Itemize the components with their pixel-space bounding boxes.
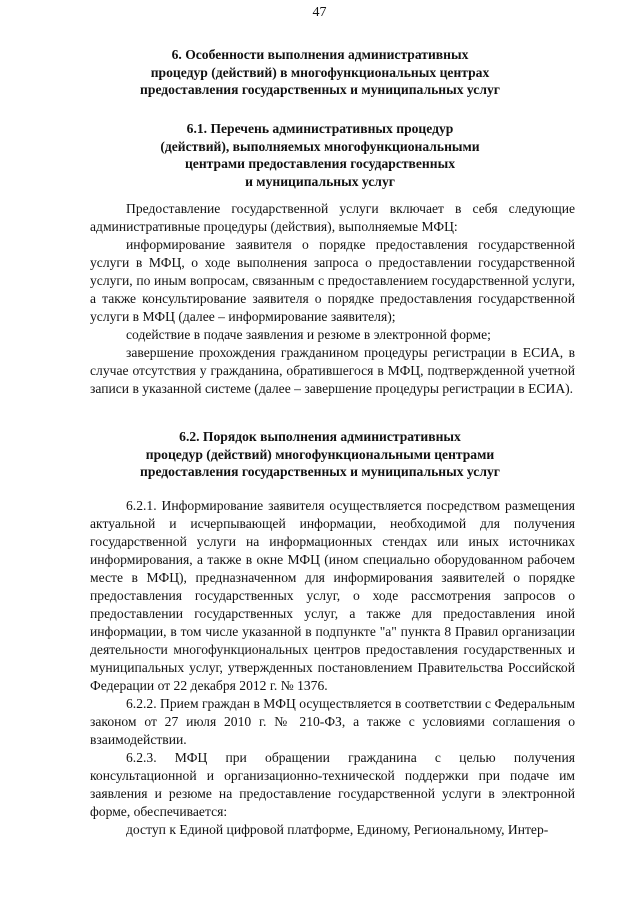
paragraph: завершение прохождения гражданином процедуры регистрации в ЕСИА, в случае отсутствия у гражданина, обратившегося в МФЦ, подтвержденной учетной записи в указанной системе (далее – завершение процедуры регистрации в ЕСИА). bbox=[90, 345, 575, 396]
paragraph: содействие в подаче заявления и резюме в электронной форме; bbox=[126, 327, 491, 342]
paragraph: 6.2.2. Прием граждан в МФЦ осуществляется в соответствии с Федеральным законом от 27 июля 2010 г. № 210-ФЗ, а также с условиями соглашения о взаимодействии. bbox=[90, 696, 575, 747]
subsection-heading-6-1: 6.1. Перечень административных процедур (действий), выполняемых многофункциональными центрами предоставления государственных и муниципальных услуг bbox=[160, 121, 480, 189]
subsection-body-6-1 bbox=[90, 200, 575, 398]
section-heading: 6. Особенности выполнения административных процедур (действий) в многофункциональных центрах предоставления государственных и муниципальных услуг bbox=[140, 47, 500, 97]
paragraph: Предоставление государственной услуги включает в себя следующие административные процедуры (действия), выполняемые МФЦ: bbox=[90, 201, 575, 234]
paragraph: информирование заявителя о порядке предоставления государственной услуги в МФЦ, о ходе выполнения запроса о предоставлении государственной услуги, по иным вопросам, связанным с предоставлением государственной услуги, а также консультирование заявителя о порядке предоставления государственной услуги в МФЦ (далее – информирование заявителя); bbox=[90, 237, 575, 324]
paragraph: 6.2.3. МФЦ при обращении гражданина с целью получения консультационной и организационно-технической поддержки при подаче им заявления и резюме на предоставление государственной услуги в электронной форме, обеспечивается: bbox=[90, 750, 575, 819]
subsection-heading-6-2: 6.2. Порядок выполнения административных процедур (действий) многофункциональными центрами предоставления государственных и муниципальных услуг bbox=[140, 429, 500, 479]
paragraph: 6.2.1. Информирование заявителя осуществляется посредством размещения актуальной и исчерпывающей информации, необходимой для получения государственной услуги на информационных стендах или иных источниках информирования, а также в окне МФЦ (ином специально оборудованном рабочем месте в МФЦ), предназначенном для информирования заявителей о порядке предоставления государственных услуг, о ходе рассмотрения запросов о предоставлении государственных услуг, а также для предоставления иной информации, в том числе указанной в подпункте "а" пункта 8 Правил организации деятельности многофункциональных центров предоставления государственных и муниципальных услуг, утвержденных постановлением Правительства Российской Федерации от 22 декабря 2012 г. № 1376. bbox=[90, 498, 575, 693]
page-number: 47 bbox=[312, 5, 327, 20]
paragraph: доступ к Единой цифровой платформе, Единому, Региональному, Интер- bbox=[126, 822, 549, 837]
subsection-body-6-2 bbox=[90, 497, 575, 839]
